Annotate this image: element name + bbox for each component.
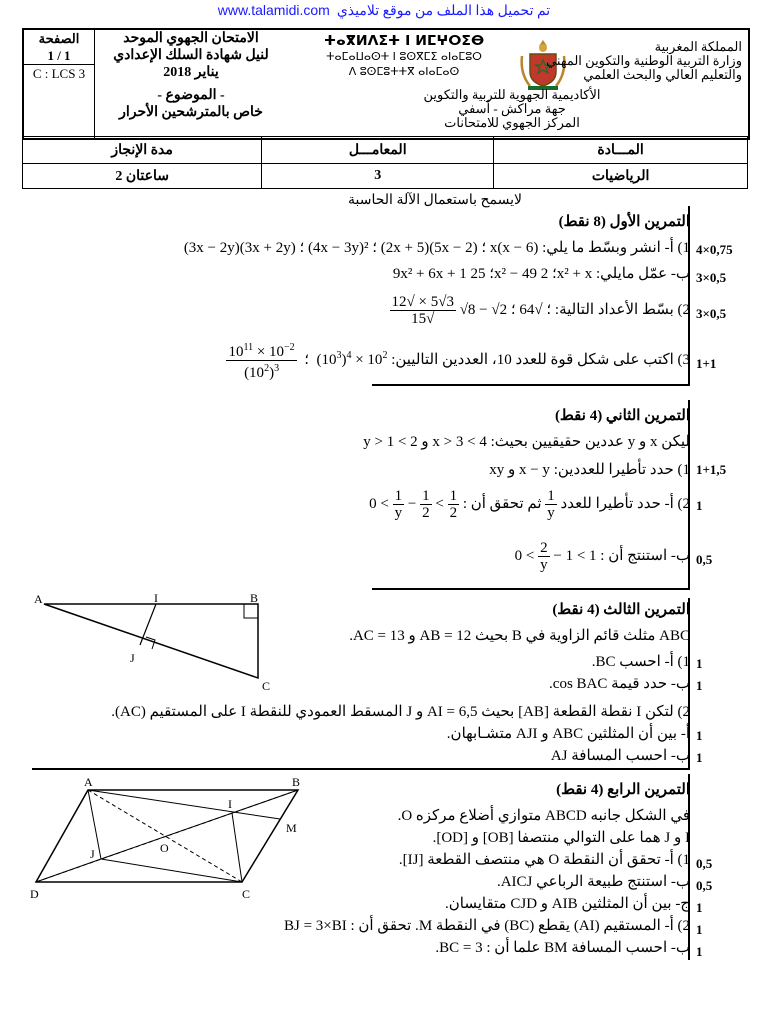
exam-code: C : LCS 3 <box>32 66 86 81</box>
duration-value: ساعتان 2 <box>23 164 262 189</box>
academy-block <box>402 88 622 130</box>
site-link[interactable]: www.talamidi.com <box>217 2 330 18</box>
banner-text: تم تحميل هذا الملف من موقع تلاميذي <box>336 4 551 19</box>
ex2-grade-2: 1 <box>696 498 703 513</box>
ex1-grade-2: 3×0,5 <box>696 270 727 285</box>
ex4-label-b: B <box>292 776 301 789</box>
ex3-title: التمرين الثالث (4 نقط) <box>552 602 690 618</box>
ex3-label-i: I <box>154 592 158 605</box>
ex1-q1b-expr: 9x² + 6x + 1 ؛ 25x² − 49 ؛ 2x² + x <box>392 266 593 282</box>
ministry-line2: والتعليم العالي والبحث العلمي <box>583 67 742 82</box>
no-calculator-note: لايسمح باستعمال الآلة الحاسبة <box>348 193 522 208</box>
subject-label: - الموضوع - <box>157 88 225 103</box>
exam-date: يناير 2018 <box>163 65 219 80</box>
coef-label: المعامـــل <box>262 137 494 164</box>
exam-title <box>96 30 286 121</box>
ex4-q2b: ب- احسب المسافة BM علما أن : BC = 3. <box>435 940 690 956</box>
ex4-label-d: D <box>30 887 39 901</box>
ex1-grade-4: 1+1 <box>696 356 717 371</box>
ex2-q2b <box>515 540 690 573</box>
ex3-grade-2: 1 <box>696 678 703 693</box>
ex1-q1a <box>184 238 690 257</box>
ex4-intro2: I و J هما على التوالي منتصفا [OB] و [OD]. <box>432 830 690 846</box>
subject-value: الرياضيات <box>494 164 748 189</box>
coef-value: 3 <box>262 164 494 189</box>
ex1-q2-label: 2) بسّط الأعداد التالية: <box>554 301 690 318</box>
exam-title-line1: الامتحان الجهوي الموحد <box>123 31 259 46</box>
ex3-label-j: J <box>130 651 135 665</box>
ex3-q1a: 1) أ- احسب BC. <box>591 654 690 670</box>
ex3-triangle-figure <box>30 592 290 692</box>
ex4-parallelogram-figure <box>26 776 330 906</box>
ex3-intro: ABC مثلث قائم الزاوية في B بحيث AB = 12 و AC = 13. <box>349 628 690 644</box>
ex4-intro1: في الشكل جانبه ABCD متوازي أضلاع مركزه O. <box>397 808 690 824</box>
candidates-label: خاص بالمترشحين الأحرار <box>119 105 263 120</box>
ex1-q2 <box>390 294 691 327</box>
ex1-q3-fraction: $\frac{10^{11} \times 10^{-2}}{(10^2)^3}$ <box>228 342 295 381</box>
ex4-q1a: 1) أ- تحقق أن النقطة O هي منتصف القطعة [IJ]. <box>398 852 690 868</box>
ex4-label-o: O <box>160 841 169 855</box>
ex3-label-c: C <box>262 679 271 692</box>
subject-col-label: المـــادة <box>494 137 748 164</box>
ex3-q2: 2) لتكن I نقطة القطعة [AB] بحيث AI = 6,5 و J المسقط العمودي للنقطة I على المستقيم (AC). <box>111 704 690 720</box>
ex1-grade-3: 3×0,5 <box>696 306 727 321</box>
ex3-q1b: ب- حدد قيمة cos BAC. <box>549 676 690 692</box>
academy-line3: المركز الجهوي للامتحانات <box>444 115 580 130</box>
academy-line2: جهة مراكش - أسفي <box>458 101 566 116</box>
ex1-q3: 3) اكتب على شكل قوة للعدد 10، العددين التاليين: $(10^3)^4 \times 10^2$ ؛ $\frac{10^{11} \times 10^{-2}}{(10^2)^3}$ <box>228 342 690 381</box>
ex3-grade-3: 1 <box>696 728 703 743</box>
page-info-box <box>24 30 95 138</box>
ex1-q2-expr: √8 − √2 ؛ √64 ؛ <box>459 301 552 318</box>
ex4-grade-3: 1 <box>696 900 703 915</box>
ex2-q2a <box>369 488 690 521</box>
ex2-intro: ليكن x و y عددين حقيقيين بحيث: 4 > x > 3 و 2 > y > 1 <box>363 434 690 450</box>
ex4-label-a: A <box>84 776 93 789</box>
tifinagh-line1: ⵜⴰⴳⵍⴷⵉⵜ ⵏ ⵍⵎⵖⵔⵉⴱ <box>323 33 485 49</box>
ex4-label-m: M <box>286 821 297 835</box>
ex2-q2b-label: ب- استنتج أن : <box>600 547 690 564</box>
ex3-q2b: ب- احسب المسافة AJ <box>550 748 690 764</box>
ex1-title: التمرين الأول (8 نقط) <box>558 214 690 230</box>
ex4-label-j: J <box>90 847 95 861</box>
ex1-q3-label: 3) اكتب على شكل قوة للعدد 10، العددين التاليين: <box>391 351 690 368</box>
ex4-q2a: 2) أ- المستقيم (AI) يقطع (BC) في النقطة M. تحقق أن : BJ = 3×BI <box>283 918 690 934</box>
ex1-q3-expr1: $(10^3)^4 \times 10^2$ <box>316 349 388 368</box>
ex4-grade-1: 0,5 <box>696 856 713 871</box>
ex3-label-b: B <box>250 592 259 605</box>
ex4-title: التمرين الرابع (4 نقط) <box>556 782 690 798</box>
download-banner[interactable] <box>0 2 768 20</box>
ministry-line1: وزارة التربية الوطنية والتكوين المهني <box>546 53 742 68</box>
ex4-grade-2: 0,5 <box>696 878 713 893</box>
ex4-q1c: ج- بين أن المثلثين AIB و CJD متقايسان. <box>444 896 690 912</box>
ex1-q1b-label: ب- عمّل مايلي: <box>595 266 690 282</box>
ex2-q2b-expr: 0 < $\frac{2}{y}$ − 1 < 1 <box>514 540 597 573</box>
exam-info-table <box>22 136 748 189</box>
ex2-grade-3: 0,5 <box>696 552 713 567</box>
ex2-q2a-mid: ثم تحقق أن : <box>462 495 542 512</box>
ex4-label-c: C <box>242 887 251 901</box>
ex1-q2-fraction: $\frac{3√5 \times √12}{√15}$ <box>391 294 454 327</box>
ex3-grade-1: 1 <box>696 656 703 671</box>
kingdom-name: المملكة المغربية <box>654 39 742 54</box>
ex2-grade-1: 1+1,5 <box>696 462 727 477</box>
duration-label: مدة الإنجاز <box>23 137 262 164</box>
ex4-grade-4: 1 <box>696 922 703 937</box>
ex3-label-a: A <box>34 592 43 606</box>
ex1-grade-1: 4×0,75 <box>696 242 733 257</box>
ex1-q1b <box>393 264 690 283</box>
page-value: 1 / 1 <box>47 48 71 63</box>
academy-line1: الأكاديمية الجهوية للتربية والتكوين <box>423 87 601 102</box>
ministry-block <box>542 40 742 82</box>
exam-title-line2: لنيل شهادة السلك الإعدادي <box>113 48 269 63</box>
ex4-label-i: I <box>228 797 232 811</box>
ex2-q2a-expr: 0 < $\frac{1}{y}$ − $\frac{1}{2}$ < $\frac{1}{2}$ <box>369 488 458 521</box>
ex2-q1: 1) حدد تأطيرا للعددين: x − y و xy <box>489 462 690 478</box>
ex3-q2a: أ- بين أن المثلثين ABC و AJI متشـابهان. <box>446 726 690 742</box>
exam-header <box>22 28 750 140</box>
ex2-frac-1-y: $\frac{1}{y}$ <box>547 488 555 521</box>
tifinagh-line3: ⴷ ⵓⵙⵎⵓⵜⵜⴳ ⴰⵏⴰⵎⴰⵙ <box>348 65 460 78</box>
tifinagh-line2: ⵜⴰⵎⴰⵡⴰⵙⵜ ⵏ ⵓⵙⴳⵎⵉ ⴰⵏⴰⵎⵓⵔ <box>326 50 482 63</box>
tifinagh-header <box>294 34 514 79</box>
ex1-q1a-label: 1) أ- انشر وبسّط ما يلي: <box>542 240 690 256</box>
ex3-grade-4: 1 <box>696 750 703 765</box>
ex1-q1a-expr: (3x − 2y)(3x + 2y) ؛ (4x − 3y)² ؛ (2x + 5)(5x − 2) ؛ x(x − 6) <box>183 240 539 256</box>
ex2-title: التمرين الثاني (4 نقط) <box>554 408 690 424</box>
ex4-grade-5: 1 <box>696 944 703 959</box>
ex4-q1b: ب- استنتج طبيعة الرباعي AICJ. <box>496 874 690 890</box>
page-label: الصفحة <box>38 31 80 46</box>
ex2-q2a-label: 2) أ- حدد تأطيرا للعدد <box>560 495 690 512</box>
